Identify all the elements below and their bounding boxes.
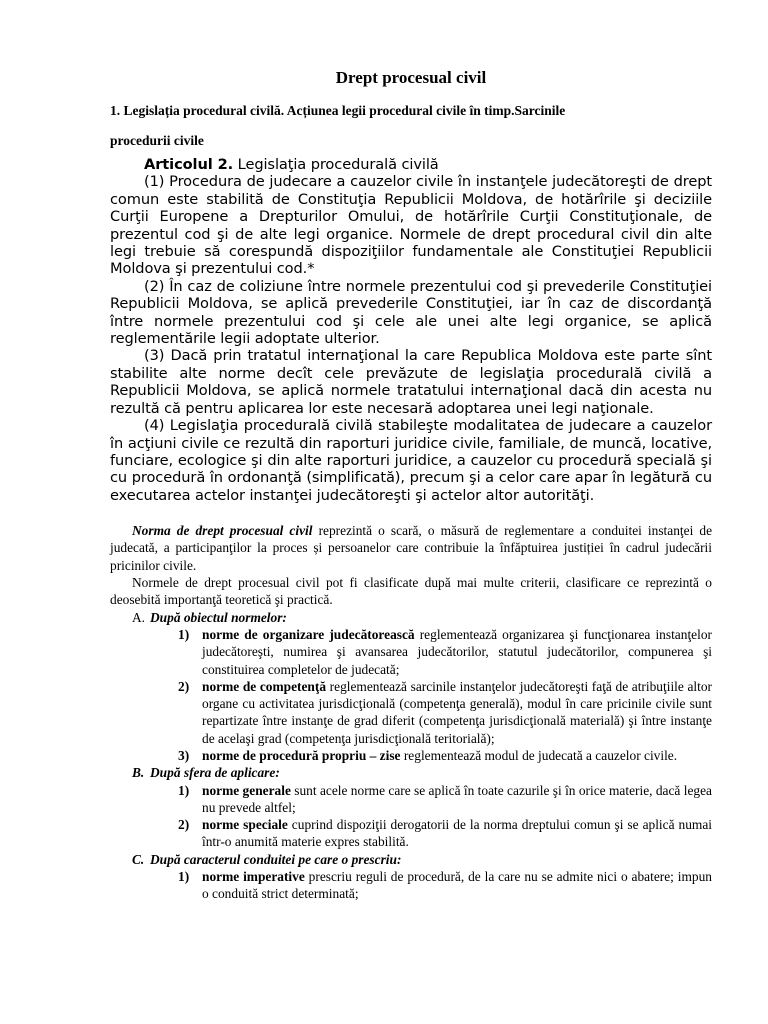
section-c-heading	[132, 851, 712, 868]
list-item-number: 1)	[178, 782, 190, 798]
norm-definition-term: Norma de drept procesual civil	[132, 523, 313, 539]
article-paragraph-3: (3) Dacă prin tratatul internaţional la care Republica Moldova este parte sînt stabilite alte norme decît cele prevăzute de legislaţia procedurală civilă a Republicii Moldova, se aplică normele tratatului internaţional dacă din acesta nu rezultă că pentru aplicarea lor este necesară adoptarea unei legi naţionale.	[110, 347, 712, 417]
classification-intro: Normele de drept procesual civil pot fi clasificate după mai multe criterii, clasificare ce reprezintă o deosebită importanţă teoretică şi practică.	[110, 575, 712, 608]
section-b-list	[178, 782, 712, 851]
article-paragraph-2: (2) În caz de coliziune între normele prezentului cod şi prevederile Constituţiei Republicii Moldova, se aplică prevederile Constituţiei, iar în caz de discordanţă între normele prezentului cod şi cele ale unei alte legi organice, se aplică reglementările legii adoptate ulterior.	[110, 277, 712, 348]
list-item-term: norme speciale	[202, 817, 288, 833]
section-c-label: După caracterul conduitei pe care o prescriu:	[150, 851, 402, 867]
commentary-body	[110, 522, 712, 903]
list-item-text: cuprind dispoziţii derogatorii de la norma dreptului comun şi se aplică numai într-o anumită materie expres stabilită.	[202, 817, 713, 850]
article-title	[144, 156, 712, 173]
section-c-letter: C.	[132, 851, 145, 867]
list-item-number: 2)	[178, 678, 190, 694]
section-a-letter: A.	[132, 609, 146, 625]
article-paragraph-1: (1) Procedura de judecare a cauzelor civile în instanţele judecătoreşti de drept comun este stabilită de Constituţia Republicii Moldova, de hotărîrile şi deciziile Curţii Europene a Drepturilor Omului, de hotărîrile Curţii Constituţionale, de prezentul cod şi de alte legi organice. Normele de drept procedural civil din alte legi trebuie să corespundă dispoziţiilor fundamentale ale Constituţiei Republicii Moldova şi prezentului cod.*	[110, 173, 712, 278]
list-item-term: norme generale	[202, 782, 291, 798]
list-item-number: 1)	[178, 626, 190, 642]
list-item-term: norme de procedură propriu – zise	[202, 747, 401, 763]
article-name: Legislaţia procedurală civilă	[233, 156, 439, 173]
list-item-term: norme de organizare judecătorească	[202, 626, 415, 642]
section-a-list	[178, 626, 712, 764]
list-item-number: 3)	[178, 747, 190, 763]
document-title: Drept procesual civil	[335, 68, 487, 87]
section-a-heading	[132, 609, 712, 626]
article-2	[110, 156, 712, 504]
document-page	[110, 60, 712, 903]
list-item	[178, 626, 712, 678]
list-item-text: reglementează sarcinile instanţelor judecătoreşti faţă de atribuţiile altor organe cu activitatea jurisdicţională (competenţa generală), modul în care pricinile civile sunt repartizate între instanţe de grad diferit (competenţa jurisdicţională materială) şi între instanţe de acelaşi grad (competenţa jurisdicţională teritorială);	[202, 678, 712, 746]
list-item	[178, 747, 712, 764]
list-item-number: 1)	[178, 869, 190, 885]
article-paragraph-4: (4) Legislaţia procedurală civilă stabileşte modalitatea de judecare a cauzelor în acţiuni civile ce rezultă din raporturi juridice civile, familiale, de muncă, locative, funciare, ecologice şi din alte raporturi juridice, a cauzelor cu procedură specială şi cu procedură în ordonanţă (simplificată), precum şi a celor care apar în legătură cu executarea actelor instanţei judecătoreşti şi actelor altor autorităţi.	[110, 417, 712, 504]
list-item	[178, 678, 712, 747]
section-heading-line-1: 1. Legislația procedural civilă. Acțiunea legii procedural civile în timp.Sarcinile	[110, 103, 566, 118]
list-item-term: norme imperative	[202, 869, 305, 885]
list-item-text: sunt acele norme care se aplică în toate cazurile şi în orice materie, dacă legea nu prevede altfel;	[202, 782, 712, 815]
list-item	[178, 868, 712, 903]
list-item	[178, 816, 712, 851]
section-a-label: După obiectul normelor:	[150, 609, 287, 625]
list-item	[178, 782, 712, 817]
article-number: Articolul 2.	[144, 156, 234, 173]
norm-definition-paragraph	[110, 522, 712, 574]
section-heading-line-2: procedurii civile	[110, 133, 204, 148]
norm-definition-text: reprezintă o scară, o măsură de reglementare a conduitei instanţei de judecată, a participanţilor la proces și persoanelor care contribuie la înfăptuirea justiției în cadrul judecării pricinilor civile.	[110, 523, 713, 573]
section-b-label: După sfera de aplicare:	[150, 765, 280, 781]
list-item-text: prescriu reguli de procedură, de la care nu se admite nici o abatere; impun o conduită strict determinată;	[202, 869, 712, 902]
list-item-text: reglementează modul de judecată a cauzelor civile.	[400, 747, 678, 763]
section-heading	[110, 102, 712, 150]
section-b-letter: B.	[132, 765, 145, 781]
section-b-heading	[132, 764, 712, 781]
section-c-list	[178, 868, 712, 903]
list-item-number: 2)	[178, 817, 190, 833]
list-item-text: reglementează organizarea şi funcţionarea instanţelor judecătoreşti, numirea şi avansarea judecătorilor, statutul judecătorilor, compunerea şi constituirea completelor de judecată;	[202, 626, 712, 677]
list-item-term: norme de competenţă	[202, 678, 327, 694]
